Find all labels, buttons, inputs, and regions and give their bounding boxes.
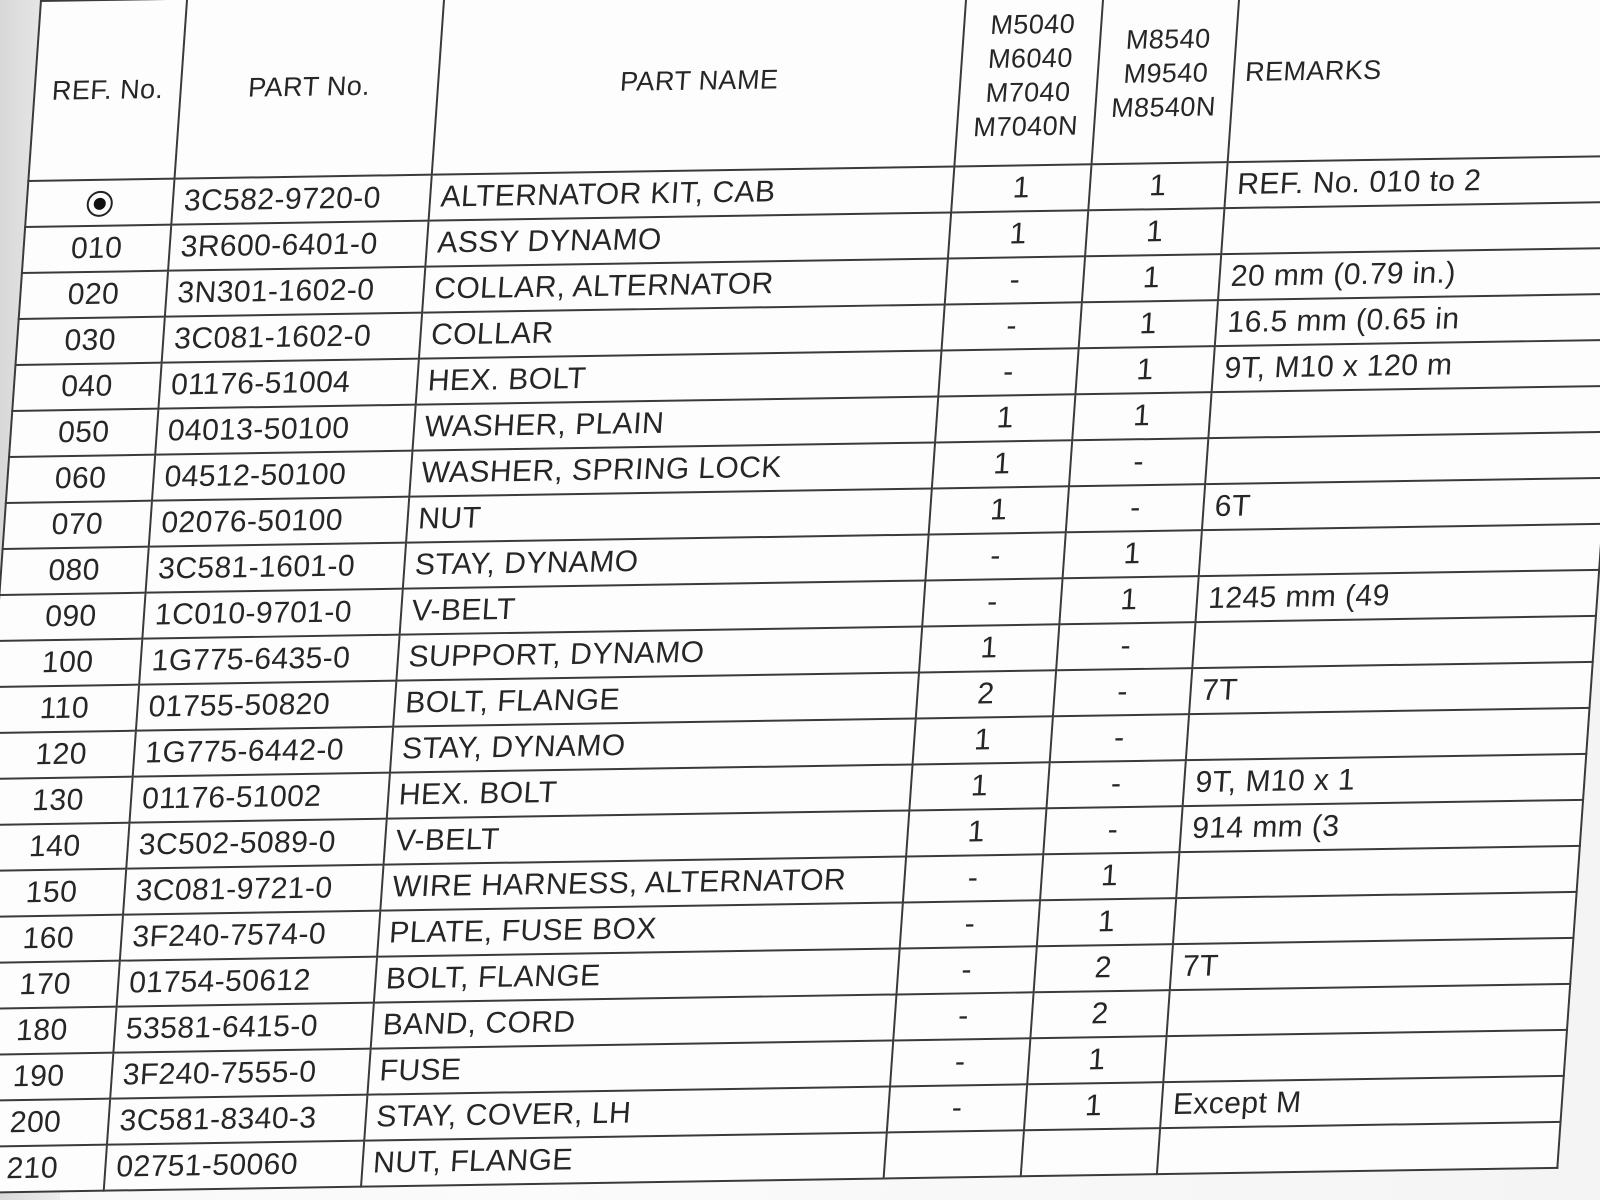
- model-label: M6040: [987, 42, 1074, 75]
- qty-models-a-cell: -: [923, 578, 1063, 626]
- remarks-cell: 7T: [1170, 938, 1573, 990]
- part-no-cell: 3C081-1602-0: [162, 313, 422, 363]
- qty-models-b-cell: -: [1046, 760, 1186, 808]
- qty-models-a-cell: -: [890, 1038, 1030, 1086]
- ref-no-cell: 090: [0, 593, 146, 641]
- part-no-cell: 1G775-6442-0: [133, 727, 393, 777]
- part-no-cell: 53581-6415-0: [113, 1003, 373, 1053]
- part-no-cell: 3F240-7555-0: [110, 1049, 370, 1099]
- ref-no-cell: 180: [0, 1007, 117, 1055]
- qty-models-a-cell: -: [939, 348, 1079, 396]
- part-name-cell: COLLAR: [418, 304, 945, 358]
- part-no-cell: 01754-50612: [117, 957, 377, 1007]
- part-name-cell: WASHER, SPRING LOCK: [409, 442, 936, 496]
- ref-no-cell: 120: [0, 731, 136, 779]
- remarks-cell: [1173, 892, 1576, 944]
- remarks-cell: [1167, 984, 1570, 1036]
- part-no-cell: 3N301-1602-0: [165, 267, 425, 317]
- qty-models-a-cell: [884, 1130, 1024, 1178]
- qty-models-a-cell: 1: [929, 486, 1069, 534]
- qty-models-b-cell: -: [1066, 484, 1206, 532]
- part-no-cell: 01176-51002: [130, 773, 390, 823]
- qty-models-a-cell: 2: [916, 670, 1056, 718]
- models-b-header: [1091, 0, 1240, 164]
- qty-models-a-cell: -: [900, 900, 1040, 948]
- part-no-cell: 04013-50100: [155, 405, 415, 455]
- qty-models-a-cell: -: [894, 992, 1034, 1040]
- ref-no-cell: 070: [3, 501, 152, 549]
- ref-no-cell: 100: [0, 639, 142, 687]
- models-a-header: [955, 0, 1104, 166]
- qty-models-a-cell: 1: [932, 440, 1072, 488]
- qty-models-b-cell: 1: [1037, 898, 1177, 946]
- remarks-cell: 9T, M10 x 1: [1183, 754, 1586, 806]
- model-label: M7040N: [972, 110, 1080, 143]
- qty-models-a-cell: -: [887, 1084, 1027, 1132]
- model-label: M9540: [1122, 57, 1210, 89]
- part-name-cell: COLLAR, ALTERNATOR: [422, 258, 949, 312]
- part-no-header: PART No.: [175, 0, 444, 179]
- remarks-cell: Except M: [1160, 1076, 1563, 1128]
- ref-no-cell: 020: [19, 271, 168, 319]
- qty-models-b-cell: 1: [1085, 208, 1225, 256]
- ref-no-cell: 200: [0, 1099, 110, 1147]
- qty-models-a-cell: -: [942, 302, 1082, 350]
- ref-no-cell: 150: [0, 869, 126, 917]
- part-name-cell: WIRE HARNESS, ALTERNATOR: [380, 856, 907, 910]
- ref-no-cell: 210: [0, 1145, 107, 1193]
- remarks-cell: [1157, 1122, 1560, 1174]
- parts-table-body: [0, 156, 1600, 1193]
- part-name-cell: NUT: [406, 488, 933, 542]
- model-label: M7040: [984, 76, 1072, 109]
- part-no-cell: 3C581-1601-0: [146, 543, 406, 593]
- part-name-cell: ALTERNATOR KIT, CAB: [428, 166, 955, 220]
- remarks-cell: REF. No. 010 to 2: [1225, 156, 1600, 208]
- part-no-cell: 1G775-6435-0: [139, 635, 399, 685]
- part-no-cell: 3F240-7574-0: [120, 911, 380, 961]
- ref-no-cell: 040: [12, 363, 161, 411]
- qty-models-a-cell: -: [897, 946, 1037, 994]
- qty-models-b-cell: 1: [1072, 392, 1212, 440]
- part-name-cell: HEX. BOLT: [386, 764, 913, 818]
- kit-marker-icon: [86, 191, 114, 217]
- part-name-cell: STAY, DYNAMO: [390, 718, 917, 772]
- qty-models-a-cell: -: [926, 532, 1066, 580]
- qty-models-b-cell: -: [1056, 622, 1196, 670]
- qty-models-a-cell: -: [903, 854, 1043, 902]
- ref-no-cell: 130: [0, 777, 133, 825]
- qty-models-b-cell: 1: [1027, 1036, 1167, 1084]
- ref-no-cell: 190: [0, 1053, 113, 1101]
- part-name-cell: V-BELT: [399, 580, 926, 634]
- remarks-cell: [1176, 846, 1579, 898]
- part-no-cell: 3C081-9721-0: [123, 865, 383, 915]
- part-no-cell: 02751-50060: [104, 1141, 364, 1191]
- qty-models-b-cell: [1021, 1128, 1161, 1176]
- qty-models-a-cell: 1: [906, 808, 1046, 856]
- remarks-cell: [1193, 616, 1596, 668]
- remarks-cell: 7T: [1189, 662, 1592, 714]
- ref-no-cell: 030: [15, 317, 164, 365]
- part-name-cell: STAY, DYNAMO: [402, 534, 929, 588]
- part-no-cell: 02076-50100: [149, 497, 409, 547]
- ref-no-cell: 160: [0, 915, 123, 963]
- remarks-cell: [1221, 202, 1600, 254]
- qty-models-b-cell: -: [1043, 806, 1183, 854]
- qty-models-a-cell: 1: [910, 762, 1050, 810]
- part-name-cell: ASSY DYNAMO: [425, 212, 952, 266]
- qty-models-a-cell: -: [945, 256, 1085, 304]
- part-name-cell: NUT, FLANGE: [361, 1132, 888, 1186]
- ref-no-cell: 010: [22, 225, 171, 273]
- part-no-cell: 1C010-9701-0: [142, 589, 402, 639]
- ref-no-cell: [25, 179, 174, 227]
- ref-no-header: REF. No.: [28, 0, 187, 181]
- qty-models-b-cell: -: [1053, 668, 1193, 716]
- part-no-cell: 3C581-8340-3: [107, 1095, 367, 1145]
- part-name-cell: HEX. BOLT: [415, 350, 942, 404]
- qty-models-a-cell: 1: [948, 210, 1088, 258]
- ref-no-cell: 140: [0, 823, 130, 871]
- qty-models-b-cell: 1: [1075, 346, 1215, 394]
- qty-models-b-cell: 1: [1088, 162, 1228, 210]
- qty-models-b-cell: 2: [1033, 944, 1173, 992]
- table-header-row: [28, 0, 1600, 181]
- remarks-cell: 914 mm (3: [1180, 800, 1583, 852]
- part-name-cell: BOLT, FLANGE: [373, 948, 900, 1002]
- qty-models-b-cell: 1: [1024, 1082, 1164, 1130]
- qty-models-b-cell: -: [1049, 714, 1189, 762]
- ref-no-cell: 080: [0, 547, 149, 595]
- part-no-cell: 04512-50100: [152, 451, 412, 501]
- remarks-cell: 6T: [1202, 478, 1600, 530]
- remarks-cell: [1186, 708, 1589, 760]
- remarks-cell: 1245 mm (49: [1196, 570, 1599, 622]
- remarks-cell: 9T, M10 x 120 m: [1212, 340, 1600, 392]
- qty-models-b-cell: 1: [1062, 530, 1202, 578]
- remarks-cell: [1209, 386, 1600, 438]
- part-name-cell: BOLT, FLANGE: [393, 672, 920, 726]
- qty-models-b-cell: 1: [1059, 576, 1199, 624]
- part-no-cell: 01755-50820: [136, 681, 396, 731]
- part-name-cell: FUSE: [367, 1040, 894, 1094]
- part-no-cell: 01176-51004: [158, 359, 418, 409]
- part-no-cell: 3C502-5089-0: [126, 819, 386, 869]
- qty-models-b-cell: 1: [1040, 852, 1180, 900]
- ref-no-cell: 060: [6, 455, 155, 503]
- part-name-cell: SUPPORT, DYNAMO: [396, 626, 923, 680]
- part-name-cell: BAND, CORD: [370, 994, 897, 1048]
- remarks-cell: [1164, 1030, 1567, 1082]
- part-name-cell: STAY, COVER, LH: [364, 1086, 891, 1140]
- qty-models-a-cell: 1: [913, 716, 1053, 764]
- ref-no-cell: 110: [0, 685, 139, 733]
- part-name-cell: V-BELT: [383, 810, 910, 864]
- part-no-cell: 3C582-9720-0: [171, 175, 431, 225]
- qty-models-b-cell: -: [1069, 438, 1209, 486]
- remarks-cell: 20 mm (0.79 in.): [1218, 248, 1600, 300]
- qty-models-b-cell: 2: [1030, 990, 1170, 1038]
- qty-models-a-cell: 1: [919, 624, 1059, 672]
- remarks-cell: 16.5 mm (0.65 in: [1215, 294, 1600, 346]
- remarks-header: REMARKS: [1228, 0, 1600, 162]
- model-label: M8540: [1124, 23, 1212, 55]
- ref-no-cell: 050: [9, 409, 158, 457]
- part-no-cell: 3R600-6401-0: [168, 221, 428, 271]
- part-name-cell: PLATE, FUSE BOX: [377, 902, 904, 956]
- model-label: M8540N: [1110, 91, 1217, 124]
- remarks-cell: [1199, 524, 1600, 576]
- qty-models-a-cell: 1: [935, 394, 1075, 442]
- remarks-cell: [1205, 432, 1600, 484]
- qty-models-a-cell: 1: [951, 164, 1091, 212]
- ref-no-cell: 170: [0, 961, 120, 1009]
- qty-models-b-cell: 1: [1082, 254, 1222, 302]
- part-name-cell: WASHER, PLAIN: [412, 396, 939, 450]
- qty-models-b-cell: 1: [1078, 300, 1218, 348]
- model-label: M5040: [989, 8, 1077, 41]
- part-name-header: PART NAME: [431, 0, 967, 175]
